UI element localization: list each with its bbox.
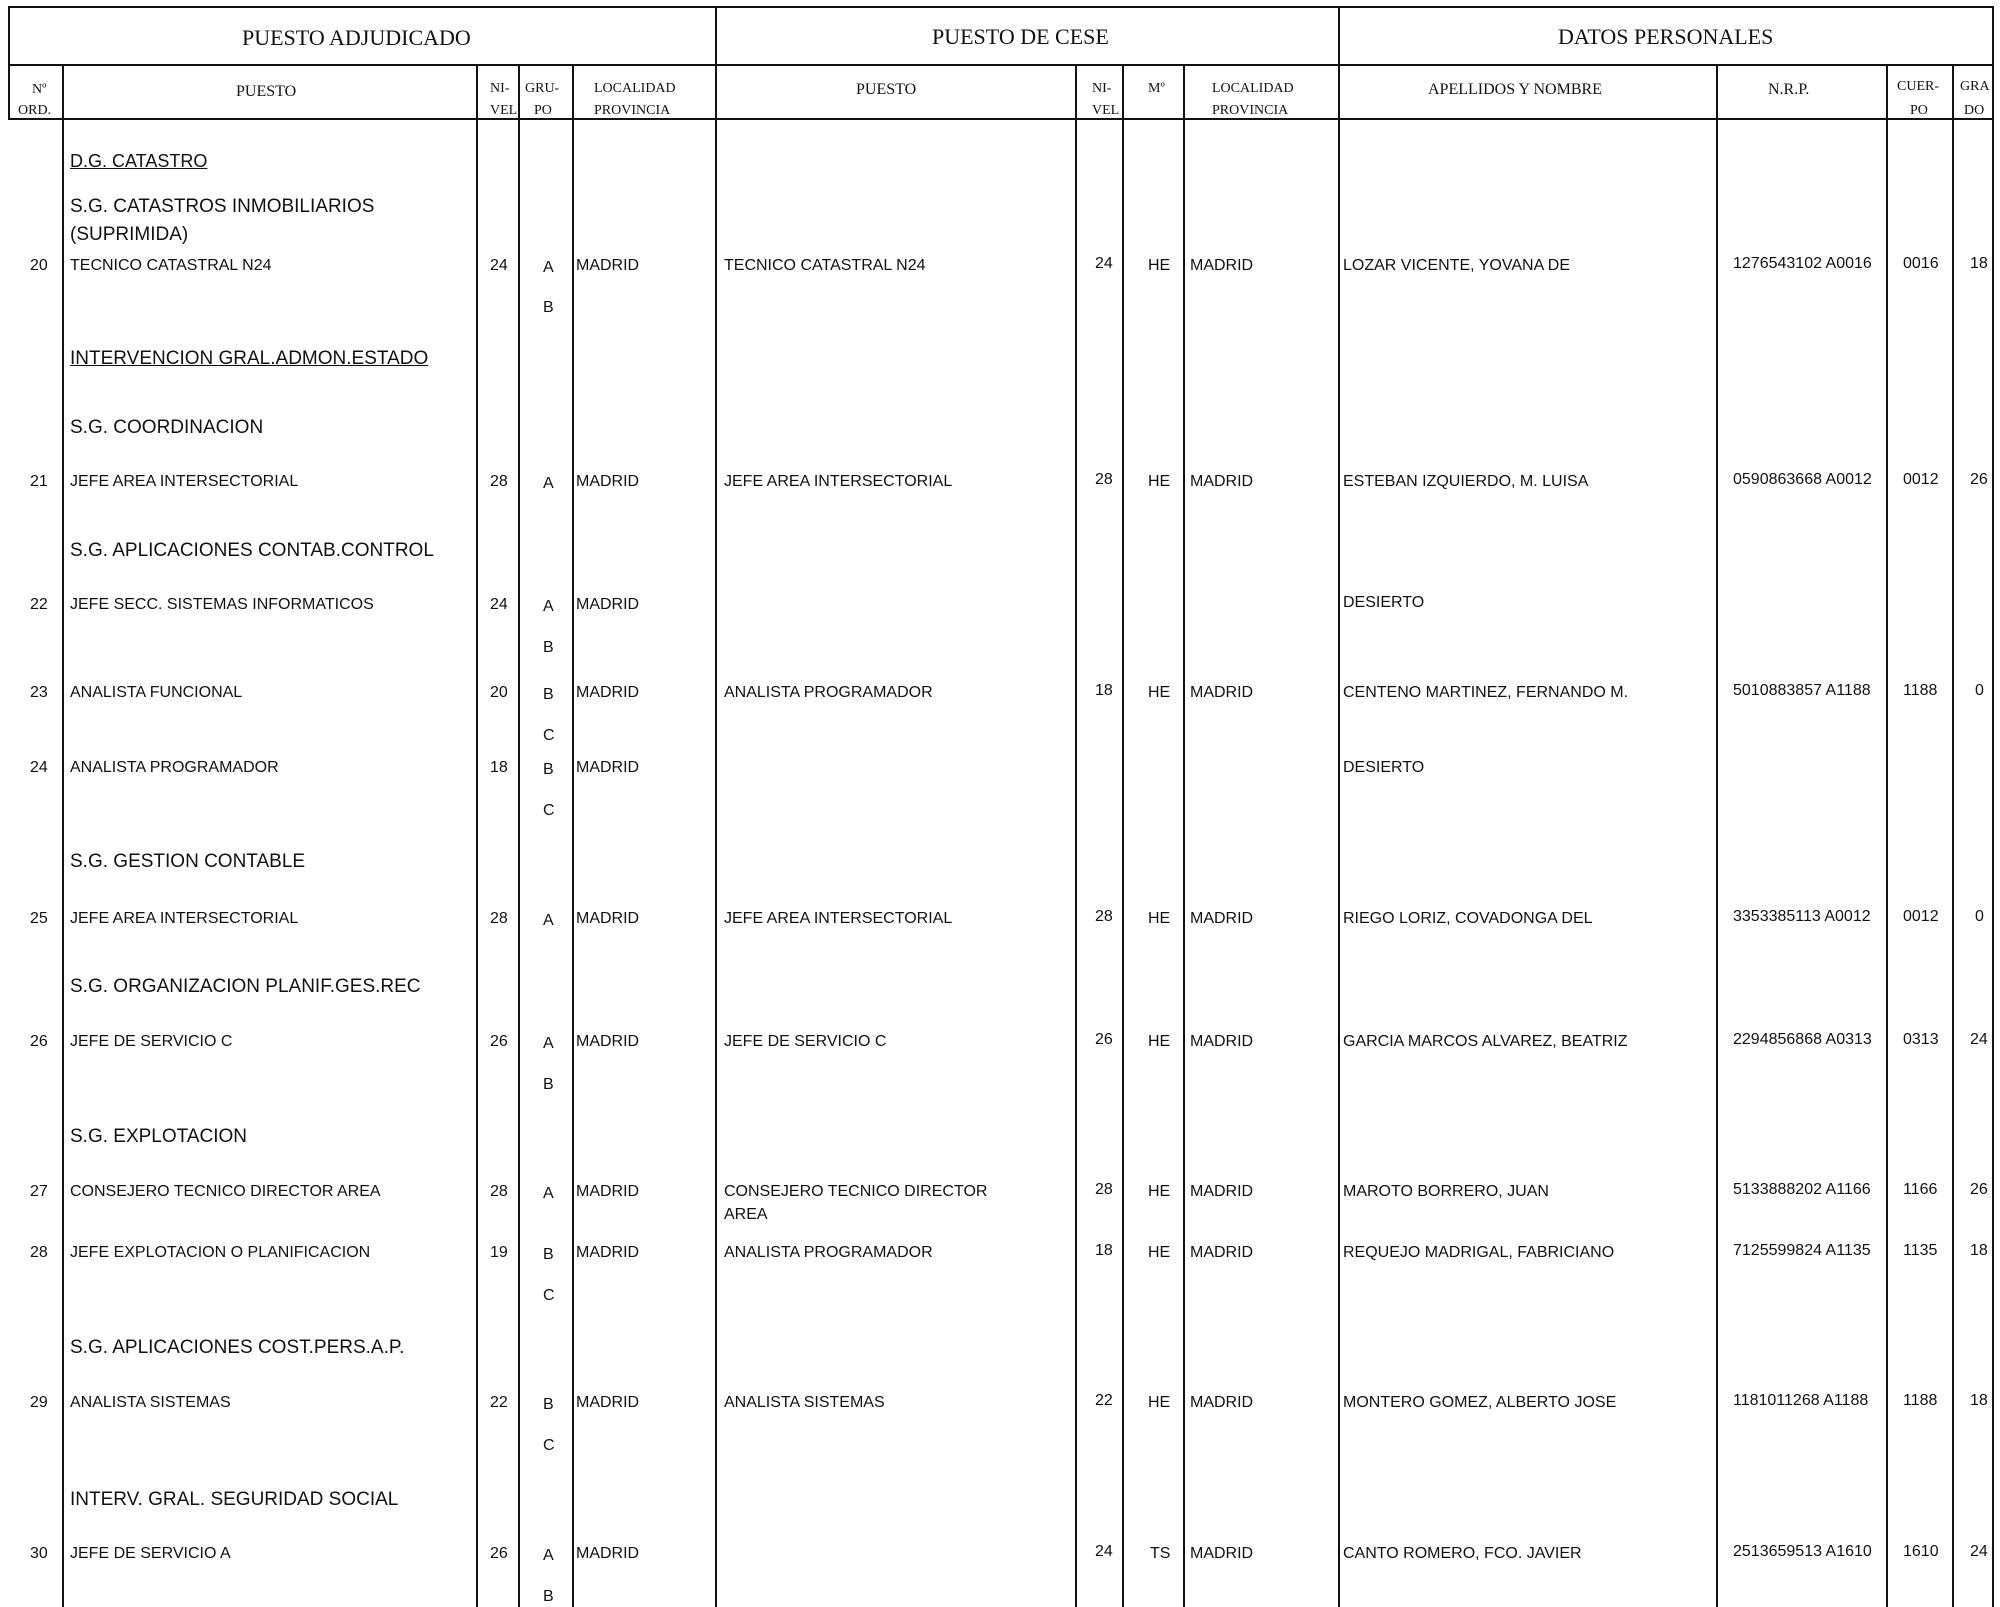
cell-grupo-2: B (543, 639, 554, 656)
cell-mo: HE (1148, 1244, 1171, 1261)
cell-puesto-cese: JEFE AREA INTERSECTORIAL (724, 473, 953, 490)
cell-mo: HE (1148, 1183, 1171, 1200)
cell-nrp: 5010883857 A1188 (1733, 682, 1871, 699)
cell-nrp: 1181011268 A1188 (1733, 1392, 1869, 1409)
cell-nivel-cese: 18 (1095, 682, 1113, 699)
cell-ord: 22 (30, 596, 48, 613)
cell-grupo-1: B (543, 1396, 554, 1413)
cell-nivel-cese: 24 (1095, 255, 1113, 272)
cell-nombre: LOZAR VICENTE, YOVANA DE (1343, 257, 1571, 274)
col-header-nivel-1: NI- (490, 81, 510, 96)
cell-grado: 18 (1970, 255, 1988, 272)
cell-grado: 24 (1970, 1543, 1988, 1560)
table-row (0, 908, 2000, 941)
group-header-puesto-cese: PUESTO DE CESE (932, 24, 1109, 49)
cell-nrp: 5133888202 A1166 (1733, 1181, 1871, 1198)
cell-puesto-cese: JEFE AREA INTERSECTORIAL (724, 910, 953, 927)
cell-puesto: JEFE AREA INTERSECTORIAL (70, 910, 299, 927)
cell-localidad: MADRID (576, 257, 640, 274)
col-header-nord-2: ORD. (18, 103, 52, 118)
col-header-grado-1: GRA (1960, 79, 1990, 94)
cell-mo: HE (1148, 257, 1171, 274)
col-header-localidad-2: PROVINCIA (594, 103, 671, 118)
cell-nivel-cese: 22 (1095, 1392, 1113, 1409)
section-intervencion-gral-admon-estado: INTERVENCION GRAL.ADMON.ESTADO (70, 348, 429, 369)
cell-ord: 29 (30, 1394, 48, 1411)
cell-ord: 21 (30, 473, 48, 490)
cell-grado: 18 (1970, 1242, 1988, 1259)
cell-grado: 18 (1970, 1392, 1988, 1409)
cell-localidad: MADRID (576, 1183, 640, 1200)
cell-grupo-1: A (543, 1035, 554, 1052)
cell-nombre: GARCIA MARCOS ALVAREZ, BEATRIZ (1343, 1033, 1628, 1050)
cell-cuerpo: 1166 (1903, 1181, 1938, 1198)
cell-puesto: ANALISTA FUNCIONAL (70, 684, 243, 701)
cell-localidad: MADRID (576, 759, 640, 776)
cell-grupo-1: A (543, 912, 554, 929)
cell-puesto-cese-1: CONSEJERO TECNICO DIRECTOR (724, 1183, 988, 1200)
cell-grupo-2: C (543, 1437, 555, 1454)
col-header-apellidos: APELLIDOS Y NOMBRE (1428, 81, 1602, 98)
group-header-datos-personales: DATOS PERSONALES (1558, 24, 1774, 49)
cell-nivel: 20 (490, 684, 508, 701)
cell-localidad: MADRID (576, 473, 640, 490)
cell-grupo-2: C (543, 1287, 555, 1304)
cell-puesto: ANALISTA SISTEMAS (70, 1394, 231, 1411)
cell-puesto-cese: TECNICO CATASTRAL N24 (724, 257, 926, 274)
cell-nivel: 26 (490, 1545, 508, 1562)
cell-localidad-cese: MADRID (1190, 257, 1254, 274)
cell-nombre: MONTERO GOMEZ, ALBERTO JOSE (1343, 1394, 1617, 1411)
table-row (0, 1242, 2000, 1305)
cell-cuerpo: 0313 (1903, 1031, 1939, 1048)
cell-localidad: MADRID (576, 1394, 640, 1411)
cell-ord: 24 (30, 759, 48, 776)
cell-nrp: 1276543102 A0016 (1733, 255, 1872, 272)
cell-grupo-1: A (543, 259, 554, 276)
rule-header-bottom (8, 118, 1992, 120)
cell-nivel-cese: 28 (1095, 908, 1113, 925)
cell-cuerpo: 1610 (1903, 1543, 1939, 1560)
table-row (0, 1031, 2000, 1094)
table-row (0, 760, 2000, 820)
cell-localidad-cese: MADRID (1190, 684, 1254, 701)
cell-puesto: TECNICO CATASTRAL N24 (70, 257, 272, 274)
cell-nombre: DESIERTO (1343, 594, 1425, 611)
cell-nivel: 19 (490, 1244, 508, 1261)
cell-ord: 25 (30, 910, 48, 927)
cell-nombre: RIEGO LORIZ, COVADONGA DEL (1343, 910, 1593, 927)
col-header-grupo-1: GRU- (525, 81, 560, 96)
cell-mo: HE (1148, 1033, 1171, 1050)
cell-grupo-1: A (543, 475, 554, 492)
cell-grupo-1: A (543, 598, 554, 615)
cell-nombre: DESIERTO (1343, 759, 1425, 776)
cell-grado: 0 (1975, 682, 1984, 699)
cell-localidad: MADRID (576, 684, 640, 701)
cell-cuerpo: 0016 (1903, 255, 1939, 272)
cell-grado: 24 (1970, 1031, 1988, 1048)
section-sg-organizacion-planif: S.G. ORGANIZACION PLANIF.GES.REC (70, 976, 421, 997)
section-suprimida: (SUPRIMIDA) (70, 224, 189, 245)
cell-localidad-cese: MADRID (1190, 1545, 1254, 1562)
cell-ord: 30 (30, 1545, 48, 1562)
cell-grado: 26 (1970, 1181, 1988, 1198)
cell-nivel-cese: 28 (1095, 471, 1113, 488)
col-header-nrp: N.R.P. (1768, 81, 1810, 98)
rule-top (8, 6, 1992, 8)
cell-nivel: 28 (490, 473, 508, 490)
table-row (0, 1181, 2000, 1228)
cell-puesto: JEFE SECC. SISTEMAS INFORMATICOS (70, 596, 374, 613)
cell-puesto-cese-2: AREA (724, 1206, 768, 1223)
section-sg-catastros-inmobiliarios: S.G. CATASTROS INMOBILIARIOS (70, 196, 375, 217)
cell-nrp: 2513659513 A1610 (1733, 1543, 1872, 1560)
cell-ord: 26 (30, 1033, 48, 1050)
cell-grupo-1: B (543, 686, 554, 703)
cell-nombre: REQUEJO MADRIGAL, FABRICIANO (1343, 1244, 1615, 1261)
section-sg-aplicaciones-contab-control: S.G. APLICACIONES CONTAB.CONTROL (70, 540, 434, 561)
cell-grupo-1: A (543, 1547, 554, 1564)
cell-cuerpo: 0012 (1903, 471, 1939, 488)
cell-nivel: 28 (490, 910, 508, 927)
cell-nivel: 24 (490, 257, 508, 274)
rule-left (8, 6, 10, 120)
col-header-mo: Mº (1148, 81, 1165, 96)
cell-mo: TS (1150, 1545, 1171, 1562)
cell-nivel-cese: 26 (1095, 1031, 1113, 1048)
section-sg-aplicaciones-cost-pers: S.G. APLICACIONES COST.PERS.A.P. (70, 1337, 405, 1358)
cell-grado: 0 (1975, 908, 1984, 925)
cell-localidad: MADRID (576, 1033, 640, 1050)
table-row (0, 255, 2000, 318)
col-header-puesto-cese: PUESTO (856, 81, 917, 98)
section-sg-gestion-contable: S.G. GESTION CONTABLE (70, 851, 306, 872)
table-row (0, 594, 2000, 657)
col-header-nord-1: Nº (32, 82, 47, 97)
section-sg-explotacion: S.G. EXPLOTACION (70, 1126, 248, 1147)
table-row (0, 1543, 2000, 1606)
cell-grupo-1: B (543, 1246, 554, 1263)
cell-localidad-cese: MADRID (1190, 1033, 1254, 1050)
cell-ord: 27 (30, 1183, 48, 1200)
cell-nivel-cese: 24 (1095, 1543, 1113, 1560)
col-header-nivel-2: VEL (490, 103, 518, 118)
cell-puesto-cese: ANALISTA PROGRAMADOR (724, 684, 933, 701)
table-row (0, 471, 2000, 504)
col-header-grado-2: DO (1964, 103, 1985, 118)
cell-localidad-cese: MADRID (1190, 1183, 1254, 1200)
cell-grupo-2: B (543, 1076, 554, 1093)
cell-puesto-cese: JEFE DE SERVICIO C (724, 1033, 887, 1050)
col-header-localidad-cese-1: LOCALIDAD (1212, 81, 1294, 96)
cell-mo: HE (1148, 684, 1171, 701)
col-header-nivel-cese-1: NI- (1092, 81, 1112, 96)
cell-grupo-2: B (543, 299, 554, 316)
cell-localidad-cese: MADRID (1190, 1244, 1254, 1261)
cell-ord: 23 (30, 684, 48, 701)
cell-ord: 20 (30, 257, 48, 274)
table-row (0, 1392, 2000, 1455)
cell-mo: HE (1148, 473, 1171, 490)
cell-puesto: JEFE DE SERVICIO C (70, 1033, 233, 1050)
cell-cuerpo: 0012 (1903, 908, 1939, 925)
cell-grupo-2: C (543, 802, 555, 819)
cell-nivel: 26 (490, 1033, 508, 1050)
cell-nombre: CANTO ROMERO, FCO. JAVIER (1343, 1545, 1582, 1562)
cell-nivel: 18 (490, 759, 508, 776)
cell-puesto-cese: ANALISTA SISTEMAS (724, 1394, 885, 1411)
col-header-nivel-cese-2: VEL (1092, 103, 1120, 118)
col-header-localidad-1: LOCALIDAD (594, 81, 676, 96)
cell-nivel: 22 (490, 1394, 508, 1411)
cell-nivel-cese: 28 (1095, 1181, 1113, 1198)
cell-grupo-1: B (543, 761, 554, 778)
cell-nivel: 28 (490, 1183, 508, 1200)
cell-localidad: MADRID (576, 910, 640, 927)
group-header-puesto-adjudicado: PUESTO ADJUDICADO (242, 25, 471, 50)
col-header-cuerpo-1: CUER- (1897, 79, 1939, 94)
cell-puesto: JEFE AREA INTERSECTORIAL (70, 473, 299, 490)
cell-grupo-2: C (543, 727, 555, 744)
col-header-puesto: PUESTO (236, 83, 297, 100)
cell-nombre: ESTEBAN IZQUIERDO, M. LUISA (1343, 473, 1589, 490)
cell-ord: 28 (30, 1244, 48, 1261)
cell-localidad: MADRID (576, 1244, 640, 1261)
cell-mo: HE (1148, 1394, 1171, 1411)
cell-nrp: 3353385113 A0012 (1733, 908, 1871, 925)
cell-grupo-1: A (543, 1185, 554, 1202)
cell-nombre: CENTENO MARTINEZ, FERNANDO M. (1343, 684, 1629, 701)
cell-grado: 26 (1970, 471, 1988, 488)
cell-nivel-cese: 18 (1095, 1242, 1113, 1259)
cell-localidad: MADRID (576, 1545, 640, 1562)
section-dg-catastro: D.G. CATASTRO (70, 151, 208, 171)
rule-header-mid (8, 64, 1992, 66)
cell-grupo-2: B (543, 1588, 554, 1605)
section-interv-gral-seguridad-social: INTERV. GRAL. SEGURIDAD SOCIAL (70, 1489, 399, 1510)
cell-mo: HE (1148, 910, 1171, 927)
col-header-localidad-cese-2: PROVINCIA (1212, 103, 1289, 118)
cell-nivel: 24 (490, 596, 508, 613)
cell-cuerpo: 1188 (1903, 1392, 1938, 1409)
cell-nrp: 2294856868 A0313 (1733, 1031, 1872, 1048)
cell-nrp: 0590863668 A0012 (1733, 471, 1872, 488)
col-header-cuerpo-2: PO (1910, 103, 1928, 118)
cell-nrp: 7125599824 A1135 (1733, 1242, 1871, 1259)
cell-nombre: MAROTO BORRERO, JUAN (1343, 1183, 1549, 1200)
col-header-grupo-2: PO (534, 103, 552, 118)
cell-puesto-cese: ANALISTA PROGRAMADOR (724, 1244, 933, 1261)
cell-cuerpo: 1188 (1903, 682, 1938, 699)
cell-puesto: JEFE DE SERVICIO A (70, 1545, 231, 1562)
table-row (0, 682, 2000, 745)
cell-puesto: JEFE EXPLOTACION O PLANIFICACION (70, 1244, 371, 1261)
cell-localidad-cese: MADRID (1190, 910, 1254, 927)
cell-cuerpo: 1135 (1903, 1242, 1938, 1259)
cell-puesto: CONSEJERO TECNICO DIRECTOR AREA (70, 1183, 381, 1200)
cell-puesto: ANALISTA PROGRAMADOR (70, 759, 279, 776)
section-sg-coordinacion: S.G. COORDINACION (70, 417, 264, 438)
cell-localidad: MADRID (576, 596, 640, 613)
cell-localidad-cese: MADRID (1190, 1394, 1254, 1411)
cell-localidad-cese: MADRID (1190, 473, 1254, 490)
